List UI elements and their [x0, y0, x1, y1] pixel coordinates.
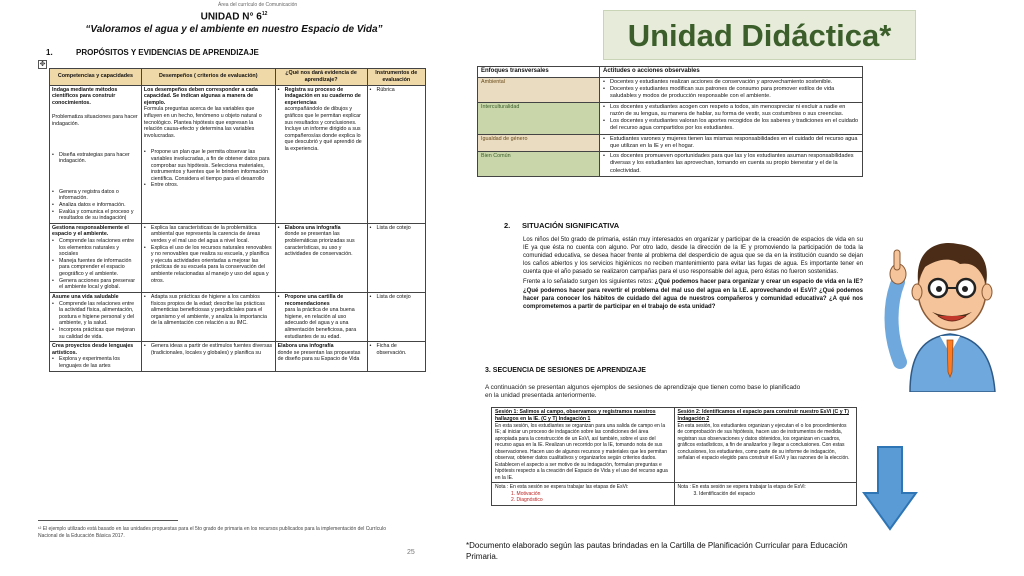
unit-subtitle: “Valoramos el agua y el ambiente en nuestro Espacio de Vida”: [85, 24, 383, 35]
transversal-approaches-table: [477, 66, 863, 177]
actitudes-cell: • Docentes y estudiantes realizan acciones de conservación y aprovechamiento sostenible. • Docentes y estudiantes modifican sus patrones de consumo para promover estilos de vida saludables y modos de producción responsable con el ambiente.: [600, 77, 863, 102]
session-1-cell: Sesión 1: Salimos al campo, observamos y registramos nuestros hallazgos en la IE. (C y T) Indagación 1 En esta sesión, los estudiantes se organizan para una salida de campo en la IE; al iniciar un proceso de indagación sobre las condiciones del área apropiada para la construcción de un EsVi, así también, sobre el uso del recurso agua en la IE. Realizan un recorrido por la IE, tomando nota de sus observaciones. Hacen uso de algunos recursos y materiales que les permitan observar, obtener datos cualitativos y organizarlos según criterios dados. Establecen el aspecto a ser motivo de su indagación, formulan preguntas e hipótesis respecto a la creación del Espacio de Vida y el uso del recurso agua en la IE.: [492, 408, 675, 483]
session-1-note: Nota : En esta sesión se espera trabajar las etapas de EsVi: 1. Motivación 2. Diagnóstico: [492, 483, 675, 506]
table-row: [492, 408, 857, 483]
table-move-handle-icon[interactable]: ✥: [39, 61, 46, 68]
section-1-heading: 1. PROPÓSITOS Y EVIDENCIAS DE APRENDIZAJE: [46, 48, 259, 57]
page-number: 25: [407, 549, 415, 556]
cell-desempeno: • Genera ideas a partir de estímulos fuentes diversas (tradicionales, locales y globales) y planifica su: [141, 342, 275, 371]
section-3-intro: A continuación se presentan algunos ejemplos de sesiones de aprendizaje que tienen como base lo planificado en la unidad presentada anteriormente.: [485, 384, 801, 400]
table-row: [50, 223, 426, 292]
actitudes-cell: • Los docentes y estudiantes acogen con respeto a todos, sin menospreciar ni excluir a nadie en razón de su lengua, su manera de hablar, su forma de vestir, sus costumbres o sus creencias. • Los docentes y estudiantes valoran los aportes recogidos de los saberes y tradiciones en el cuidado del recurso agua compartidos por los estudiantes.: [600, 102, 863, 134]
enfoque-label: Bien Común: [478, 152, 600, 177]
cell-competencia: Indaga mediante métodos científicos para construir conocimientos. Problematiza situaciones para hacer indagación. • Diseña estrategias para hacer indagación. • Genera y registra datos o información. • Analiza datos e información. • Evalúa y comunica el proceso y resultados de su indagación|: [50, 85, 142, 223]
footnote-divider: [38, 520, 178, 521]
table-row: [478, 77, 863, 102]
enfoque-label: Ambiental: [478, 77, 600, 102]
table-row: [50, 85, 426, 223]
col-header-desempenos: Desempeños ( criterios de evaluación): [141, 69, 275, 86]
actitudes-cell: • Los docentes promueven oportunidades para que las y los estudiantes asuman responsabilidades diversas y los estudiantes las aprovechan, tomando en cuenta su propio bienestar y el de la colectividad.: [600, 152, 863, 177]
sessions-table: [491, 407, 857, 506]
enfoque-label: Igualdad de género: [478, 134, 600, 152]
table-row: [492, 483, 857, 506]
teacher-illustration: [880, 222, 1015, 392]
arrow-down-icon: [862, 445, 918, 531]
cell-instrumento: • Ficha de observación.: [367, 342, 426, 371]
cell-competencia: Crea proyectos desde lenguajes artísticos. • Explora y experimenta los lenguajes de las artes: [50, 342, 142, 371]
enfoque-label: Interculturalidad: [478, 102, 600, 134]
page-header-small: Área del currículo de Comunicación: [218, 2, 298, 8]
cell-evidencia: Elabora una infografía donde se presentan las propuestas de diseño para su Espacio de Vida: [275, 342, 367, 371]
main-title-box: [603, 10, 916, 60]
col-header-instrumentos: Instrumentos de evaluación: [367, 69, 426, 86]
cell-instrumento: • Rúbrica: [367, 85, 426, 223]
cell-evidencia: • Registra su proceso de indagación en su cuaderno de experiencias acompañándolo de dibujos y gráficos que le permitan explicar sus resultados y conclusiones. Incluye un informe dirigido a sus compañeros/as donde explica lo que descubrió y qué aprendió de la experiencia.: [275, 85, 367, 223]
table-header-row: [478, 67, 863, 78]
cell-evidencia: • Elabora una infografía donde se presentan las problemáticas priorizadas sus características, su uso y actividades de conservación.: [275, 223, 367, 292]
table-row: [478, 134, 863, 152]
table-row: [50, 342, 426, 371]
cell-instrumento: • Lista de cotejo: [367, 223, 426, 292]
table-row: [478, 102, 863, 134]
section-2-heading: 2. SITUACIÓN SIGNIFICATIVA: [504, 221, 620, 230]
footnote: ¹² El ejemplo utilizado está basado en las unidades propuestas para el 5to grado de primaria en los recursos publicados para la implementación del Currículo Nacional de la Educación Básica 2017.: [38, 526, 386, 539]
main-title: Unidad Didáctica*: [627, 18, 892, 53]
cell-instrumento: • Lista de cotejo: [367, 292, 426, 341]
col-header-evidencia: ¿Qué nos dará evidencia de aprendizaje?: [275, 69, 367, 86]
cell-desempeno: • Adapta sus prácticas de higiene a los cambios físicos propios de la edad; describe las prácticas alimenticias beneficiosas y perjudiciales para el organismo y el ambiente, y analiza la importancia de la alimentación con relación a su IMC.: [141, 292, 275, 341]
cell-competencia: Asume una vida saludable • Comprende las relaciones entre la actividad física, alimentación, postura e higiene personal y del ambiente, y la salud. • Incorpora prácticas que mejoran su calidad de vida.: [50, 292, 142, 341]
col-header-competencias: Competencias y capacidades: [50, 69, 142, 86]
unit-title: UNIDAD N° $6^{12}$: [200, 11, 268, 23]
table-header-row: [50, 69, 426, 86]
session-2-note: Nota : En esta sesión se espera trabajar la etapa de EsVi: 3. Identificación del espacio: [674, 483, 857, 506]
significant-situation-text: Los niños del 5to grado de primaria, están muy interesados en organizar y participar de la creación de espacios de vida en su IE ya que ésta no cuenta con alguno. Por otro lado, desde la dirección de la IE y promoviendo la participación de toda la comunidad educativa, se desea hacer frente al problema del desperdicio de agua que se da en la institución cuando se dejan los caños abiertos y los servicios higiénicos no reciben mantenimiento para evitar las fugas de agua. Es importante tener en cuenta que el año pasado se realizaron campañas para el uso responsable del agua, pero éstas no fueron sostenidas. Frente a lo señalado surgen los siguientes retos: ¿Qué podemos hacer para organizar y crear un espacio de vida en la IE? ¿Qué podemos hacer para revertir el problema del mal uso del agua en la I.E. aprovechando el EsVi? ¿Qué podemos hacer para conocer los hábitos de cuidado del agua de nuestros compañeros y comunidad educativa? ¿A qué nos comprometemos a partir de participar en el trabajo de esta unidad?: [523, 237, 864, 310]
document-note: *Documento elaborado según las pautas brindadas en la Cartilla de Planificación Curricular para Educación Primaria.: [466, 541, 848, 561]
section-3-heading: 3. SECUENCIA DE SESIONES DE APRENDIZAJE: [485, 367, 646, 374]
cell-desempeno: Los desempeños deben corresponder a cada capacidad. Se indican algunas a manera de ejemplo. Formula preguntas acerca de las variables que influyen en un hecho, fenómeno u objeto natural o tecnológico. Plantea hipótesis que expresan la relación causa-efecto y determina las variables involucradas. • Propone un plan que le permita observar las variables involucradas, a fin de obtener datos para comprobar sus hipótesis. Selecciona materiales, instrumentos y fuentes que le brinden información científica. Considera el tiempo para el desarrollo • Entre otros.: [141, 85, 275, 223]
col-header-actitudes: Actitudes o acciones observables: [600, 67, 863, 78]
session-2-cell: Sesión 2: Identificamos el espacio para construir nuestro EsVi (C y T) Indagación 2 En esta sesión, los estudiantes organizan y ejecutan el o los procedimientos de comprobación de sus hipótesis, hacen uso de instrumentos de medida, registran sus observaciones y datos obtenidos, los organizan en cuadros, gráficos estadísticos, a fin de analizarlos y llegar a conclusiones. Con estas conclusiones, los estudiantes, como parte de su informe de indagación, señalan el espacio elegido para construir el EsVi y las razones de la elección.: [674, 408, 857, 483]
table-row: [50, 292, 426, 341]
cell-desempeno: • Explica las características de la problemática ambiental que representa la carencia de áreas verdes y el mal uso del agua a nivel local. • Explica el uso de los recursos naturales renovables y no renovables que realiza su escuela, y planifica y ejecuta actividades orientadas a mejorar las prácticas de su escuela para la conservación del ambiente relacionadas al manejo y uso del agua y otros.: [141, 223, 275, 292]
cell-evidencia: • Propone una cartilla de recomendaciones para la práctica de una buena higiene, en relación al uso adecuado del agua y a una alimentación beneficiosa, para estudiantes de su edad.: [275, 292, 367, 341]
cell-competencia: Gestiona responsablemente el espacio y el ambiente. • Comprende las relaciones entre los elementos naturales y sociales • Maneja fuentes de información para comprender el espacio geográfico y el ambiente. • Genera acciones para preservar el ambiente local y global.: [50, 223, 142, 292]
table-row: [478, 152, 863, 177]
purposes-table: [49, 68, 426, 372]
actitudes-cell: • Estudiantes varones y mujeres tienen las mismas responsabilidades en el cuidado del recurso agua que utilizan en la IE y en el hogar.: [600, 134, 863, 152]
col-header-enfoques: Enfoques transversales: [478, 67, 600, 78]
